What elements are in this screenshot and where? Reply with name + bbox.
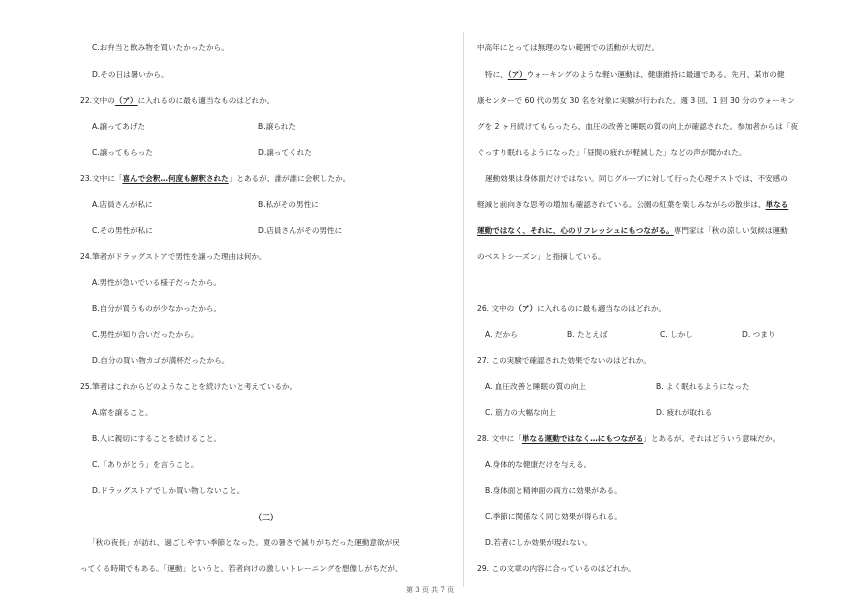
q28-option-b: B.身体面と精神面の両方に効果がある。 — [485, 486, 622, 495]
q26-option-d: D. つまり — [742, 330, 776, 339]
section-heading: （二） — [254, 513, 278, 522]
passage-line: 中高年にとっては無理のない範囲での活動が大切だ。 — [477, 43, 660, 52]
q25-option-b: B.人に親切にすることを続けること。 — [92, 434, 222, 443]
q22-option-d: D.譲ってくれた — [258, 148, 312, 157]
q27-option-b: B. よく眠れるようになった — [656, 382, 750, 391]
q23-option-c: C.その男性が私に — [92, 226, 153, 235]
q28-quote: 単なる運動ではなく…にもつながる — [521, 434, 644, 443]
q24-option-c: C.男性が知り合いだったから。 — [92, 330, 199, 339]
passage-line: 運動ではなく、それに、心のリフレッシュにもつながる。専門家は「秋の涼しい気候は運動 — [477, 226, 788, 235]
q23-option-a: A.店員さんが私に — [92, 200, 153, 209]
q24-option-a: A.男性が急いでいる様子だったから。 — [92, 278, 221, 287]
q21-option-d: D.その日は暑いから。 — [92, 70, 169, 79]
passage-line: のベストシーズン」と指摘している。 — [477, 252, 606, 261]
q24-option-d: D.自分の買い物カゴが満杯だったから。 — [92, 356, 230, 365]
passage-line: 「秋の夜長」が訪れ、過ごしやすい季節となった。夏の暑さで減りがちだった運動意欲が戻 — [88, 538, 400, 547]
underlined-phrase: 運動ではなく、それに、心のリフレッシュにもつながる。 — [477, 226, 674, 235]
blank-a-mark: （ア） — [514, 304, 538, 313]
q23-quote: 喜んで会釈…何度も解釈された — [122, 174, 229, 183]
q28-option-d: D.若者にしか効果が現れない。 — [485, 538, 592, 547]
q23-option-d: D.店員さんがその男性に — [258, 226, 343, 235]
q28-option-a: A.身体的な健康だけを与える。 — [485, 460, 592, 469]
passage-line: 運動効果は身体面だけではない。同じグループに対して行った心理テストでは、不安感の — [485, 174, 788, 183]
q28-stem: 28. 文中に「単なる運動ではなく…にもつながる」とあるが、それはどういう意味だか。 — [477, 434, 781, 443]
blank-a-mark: （ア） — [507, 70, 527, 79]
passage-line: 軽減と前向きな思考の増加も確認されている。公園の紅葉を楽しみながらの散歩は、単なる — [477, 200, 789, 209]
q23-stem: 23.文中に「喜んで会釈…何度も解釈された」とあるが、誰が誰に会釈したか。 — [80, 174, 351, 183]
passage-line: グを 2 ヶ月続けてもらったら、血圧の改善と睡眠の質の向上が確認された。参加者からは「夜 — [477, 122, 798, 131]
q25-option-d: D.ドラッグストアでしか買い物しないこと。 — [92, 486, 245, 495]
q26-option-b: B. たとえば — [567, 330, 608, 339]
q22-stem: 22.文中の（ア）に入れるのに最も適当なものはどれか。 — [80, 96, 275, 105]
passage-line: 康センターで 60 代の男女 30 名を対象に実験が行われた。週 3 回、1 回 30 分のウォーキン — [477, 96, 795, 105]
q23-option-b: B.私がその男性に — [258, 200, 319, 209]
q22-option-b: B.譲られた — [258, 122, 296, 131]
column-divider — [463, 32, 464, 587]
q26-stem: 26. 文中の（ア）に入れるのに最も適当なのはどれか。 — [477, 304, 667, 313]
q22-option-a: A.譲ってあげた — [92, 122, 146, 131]
page-footer: 第 3 页 共 7 页 — [405, 586, 455, 594]
q27-option-d: D. 疲れが取れる — [656, 408, 713, 417]
blank-a-mark: （ア） — [114, 96, 138, 105]
q27-option-a: A. 血圧改善と睡眠の質の向上 — [485, 382, 587, 391]
q27-stem: 27. この実験で確認された効果でないのはどれか。 — [477, 356, 651, 365]
q26-option-c: C. しかし — [660, 330, 693, 339]
q22-option-c: C.譲ってもらった — [92, 148, 153, 157]
q24-option-b: B.自分が買うものが少なかったから。 — [92, 304, 222, 313]
q25-option-a: A.席を譲ること。 — [92, 408, 153, 417]
underlined-phrase: 単なる — [765, 200, 789, 209]
q26-option-a: A. だから — [485, 330, 518, 339]
passage-line: ぐっすり眠れるようになった」「昼間の疲れが軽減した」などの声が聞かれた。 — [477, 148, 747, 157]
q25-option-c: C.「ありがとう」を言うこと。 — [92, 460, 199, 469]
q28-option-c: C.季節に関係なく同じ効果が得られる。 — [485, 512, 622, 521]
passage-line: 特に、（ア）ウォーキングのような軽い運動は、健康維持に最適である。先月、某市の健 — [485, 70, 785, 79]
q24-stem: 24.筆者がドラッグストアで男性を譲った理由は何か。 — [80, 252, 267, 261]
q29-stem: 29. この文章の内容に合っているのはどれか。 — [477, 564, 636, 573]
q27-option-c: C. 筋力の大幅な向上 — [485, 408, 556, 417]
q21-option-c: C.お弁当と飲み物を買いたかったから。 — [92, 43, 229, 52]
q25-stem: 25.筆者はこれからどのようなことを続けたいと考えているか。 — [80, 382, 298, 391]
passage-line: ってくる時期でもある。「運動」というと、若者向けの激しいトレーニングを想像しがちだが、 — [80, 564, 403, 573]
